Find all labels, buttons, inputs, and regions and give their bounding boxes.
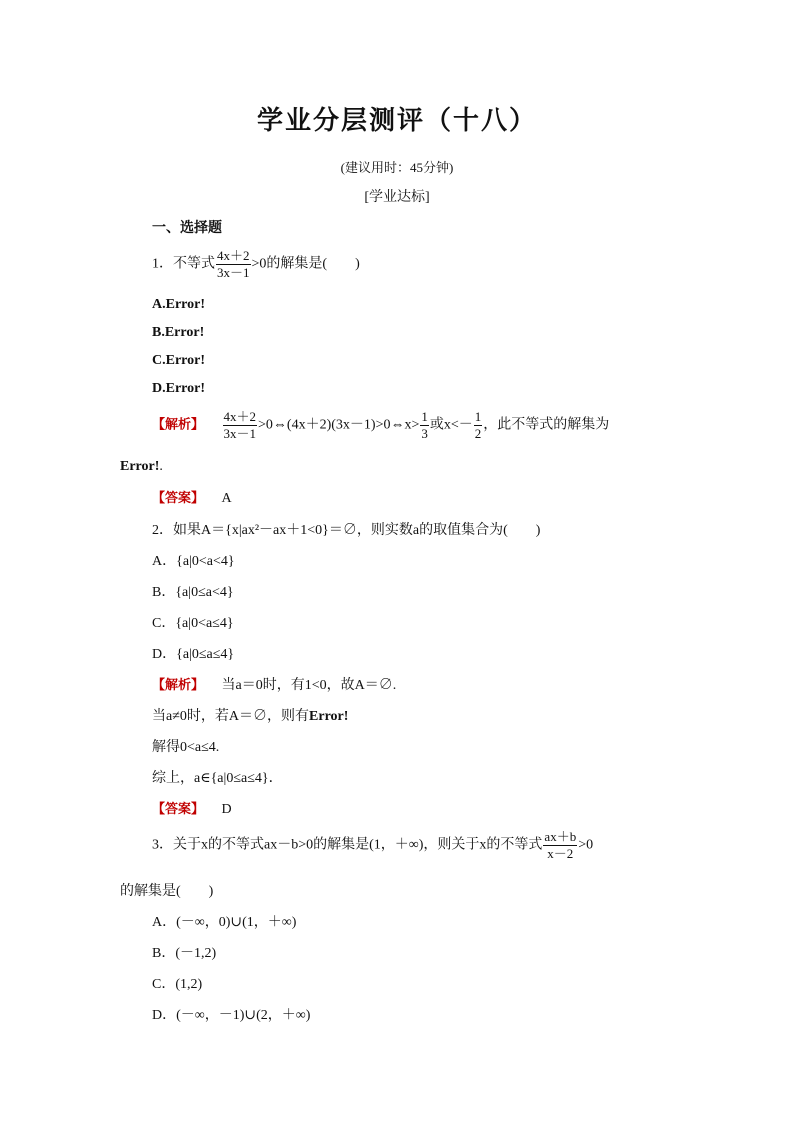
q3-fraction-den: x－2: [547, 846, 574, 861]
q3-option-c: C．(1,2): [152, 977, 203, 992]
q3-stem-pre: 3．关于x的不等式ax－b>0的解集是(1，＋∞)，则关于x的不等式: [152, 837, 543, 853]
q1-analysis: [152, 409, 609, 442]
q2-answer-label: 【答案】: [152, 802, 205, 817]
q1-analysis-text: >0⇔(4x＋2)(3x－1)>0⇔x>: [258, 417, 420, 433]
q2-analysis-1: 当a＝0时，有1<0，故A＝∅.: [221, 678, 397, 693]
q1-analysis-cont-tail: .: [159, 459, 163, 474]
q1-stem-post: >0的解集是( ): [251, 256, 360, 272]
q1-answer-label: 【答案】: [152, 491, 205, 506]
q3-fraction: [543, 829, 577, 862]
q1-analysis-label: 【解析】: [152, 417, 205, 433]
time-note: (建议用时：45分钟): [340, 160, 454, 175]
q2-option-d: D．{a|0≤a≤4}: [152, 647, 235, 662]
q2-stem: 2．如果A＝{x|ax²－ax＋1<0}＝∅，则实数a的取值集合为( ): [152, 523, 541, 538]
q3-option-a: A．(－∞，0)∪(1，＋∞): [152, 915, 297, 930]
q2-analysis-line3: 解得0<a≤4.: [152, 740, 220, 755]
q1-analysis-frac-half: [474, 409, 483, 442]
q2-answer: [152, 798, 232, 818]
q3-fraction-num: ax＋b: [544, 829, 577, 844]
q1-stem-pre: 1．不等式: [152, 256, 215, 272]
q1-answer: [152, 487, 232, 507]
q1-analysis-fraction-den: 3x－1: [223, 426, 257, 441]
q1-third-den: 3: [421, 426, 428, 441]
q2-analysis-line2: [152, 705, 348, 725]
q1-option-b: B.Error!: [152, 325, 205, 340]
q1-option-c: C.Error!: [152, 353, 205, 368]
q1-analysis-fraction: [223, 409, 258, 442]
q2-option-b: B．{a|0≤a<4}: [152, 585, 234, 600]
q2-analysis-2: 当a≠0时，若A＝∅，则有: [152, 709, 310, 724]
q1-fraction: [216, 248, 251, 281]
q2-analysis-2-bold: Error!: [309, 709, 349, 724]
q1-analysis-mid: 或x<－: [429, 417, 473, 433]
q1-stem: [152, 248, 360, 281]
q1-option-d: D.Error!: [152, 381, 205, 396]
section-heading: 一、选择题: [152, 220, 222, 236]
q1-answer-value: A: [221, 491, 232, 506]
q1-fraction-den: 3x－1: [217, 265, 250, 280]
q3-stem-post: >0: [578, 837, 594, 853]
q1-analysis-fraction-num: 4x＋2: [223, 409, 257, 424]
q3-option-d: D．(－∞，－1)∪(2，＋∞): [152, 1008, 311, 1023]
q1-analysis-tail: ，此不等式的解集为: [483, 417, 610, 433]
q1-fraction-num: 4x＋2: [217, 248, 250, 263]
q1-analysis-frac-third: [420, 409, 429, 442]
q2-analysis: [152, 674, 396, 694]
q3-stem-cont: 的解集是( ): [120, 884, 214, 899]
q1-half-den: 2: [474, 426, 482, 441]
q2-option-c: C．{a|0<a≤4}: [152, 616, 234, 631]
page-title: 学业分层测评（十八）: [256, 106, 537, 136]
q2-analysis-label: 【解析】: [152, 678, 205, 693]
q2-answer-value: D: [221, 802, 232, 817]
q1-third-num: 1: [421, 409, 428, 424]
level-tag: [学业达标]: [364, 190, 430, 205]
q1-analysis-cont: [120, 459, 163, 475]
q1-option-a: A.Error!: [152, 297, 205, 312]
q1-analysis-cont-bold: Error!: [120, 459, 160, 474]
q3-stem: [152, 829, 593, 862]
q2-analysis-line4: 综上，a∈{a|0≤a≤4}．: [152, 771, 283, 786]
q2-option-a: A．{a|0<a<4}: [152, 554, 235, 569]
q1-half-num: 1: [474, 409, 482, 424]
q3-option-b: B．(－1,2): [152, 946, 217, 961]
